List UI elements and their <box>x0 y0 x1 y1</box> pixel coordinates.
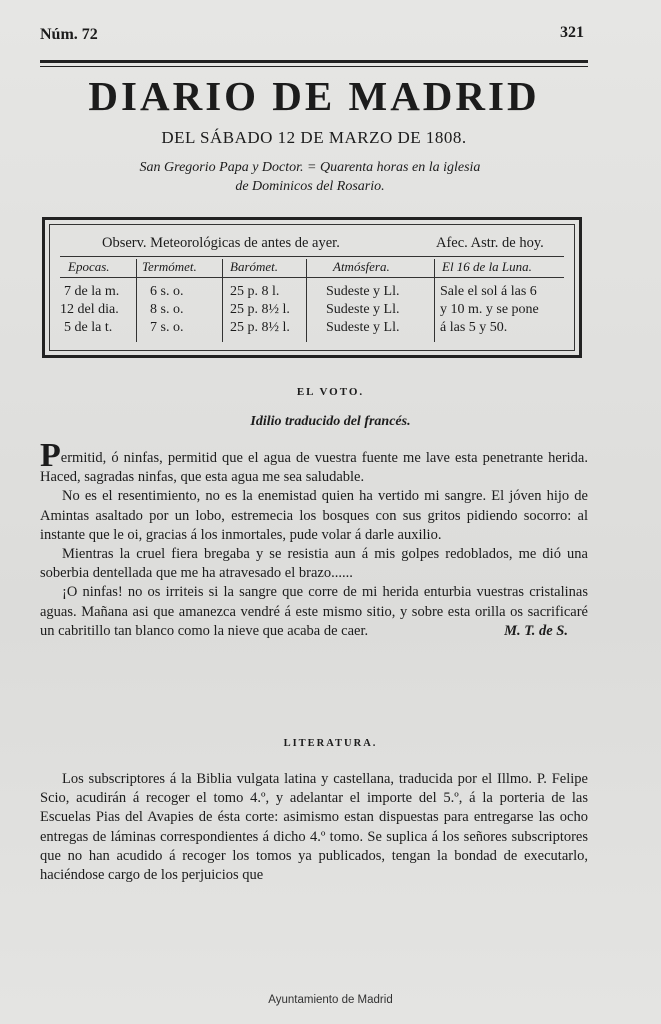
col-epocas: Epocas. <box>68 259 110 274</box>
weather-vline <box>136 259 137 342</box>
voto-article <box>40 437 588 641</box>
voto-paragraph-4 <box>40 583 588 641</box>
row1-epoca: 7 de la m. <box>64 284 120 299</box>
issue-number: Núm. 72 <box>40 26 98 43</box>
voto-subtitle: Idilio traducido del francés. <box>250 414 411 429</box>
voto-paragraph-3: Mientras la cruel fiera bregaba y se resistia aun á mis golpes redoblados, me dió una soberbia dentellada que me ha atravesado el brazo...... <box>40 546 588 582</box>
astro-line-3: á las 5 y 50. <box>440 320 508 335</box>
row1-termometro: 6 s. o. <box>150 284 184 299</box>
issue-date: DEL SÁBADO 12 DE MARZO DE 1808. <box>161 128 467 147</box>
weather-table-inner <box>49 224 575 351</box>
section-heading-voto: EL VOTO. <box>296 386 365 398</box>
newspaper-title: DIARIO DE MADRID <box>88 73 540 119</box>
voto-p1-text: ermitid, ó ninfas, permitid que el agua de vuestra fuente me lave esta penetrante herida. Haced, sagradas ninfas, que esta agua me sea saludable. <box>40 450 588 486</box>
masthead-rule-thin <box>40 66 588 67</box>
weather-vline <box>434 259 435 342</box>
voto-p4-text: ¡O ninfas! no os irriteis si la sangre que corre de mi herida enturbia vuestras cristalinas aguas. Mañana asi que amanezca vendré á este mismo sitio, y sobre esta orilla os sacrificaré un cabritillo tan blanco como la nieve que acaba de caer. <box>40 584 588 639</box>
row2-termometro: 8 s. o. <box>150 302 184 317</box>
row3-barometro: 25 p. 8½ l. <box>230 320 290 335</box>
row3-termometro: 7 s. o. <box>150 320 184 335</box>
row1-barometro: 25 p. 8 l. <box>230 284 280 299</box>
drop-cap: P <box>40 437 61 474</box>
voto-paragraph-1 <box>40 437 588 487</box>
col-barometro: Barómet. <box>230 259 279 274</box>
masthead-rule <box>40 60 588 63</box>
weather-heading: Observ. Meteorológicas de antes de ayer. <box>102 235 340 251</box>
row2-barometro: 25 p. 8½ l. <box>230 302 290 317</box>
weather-vline <box>306 259 307 342</box>
literatura-article <box>40 770 588 885</box>
weather-vline <box>222 259 223 342</box>
page-number: 321 <box>560 24 584 41</box>
astro-line-2: y 10 m. y se pone <box>440 302 539 317</box>
section-heading-literatura: LITERATURA. <box>283 738 378 749</box>
weather-table <box>42 217 582 358</box>
col-atmosfera: Atmósfera. <box>333 259 390 274</box>
footer-credit: Ayuntamiento de Madrid <box>268 994 393 1006</box>
row2-epoca: 12 del dia. <box>60 302 119 317</box>
col-termometro: Termómet. <box>142 259 197 274</box>
row3-epoca: 5 de la t. <box>64 320 113 335</box>
astro-heading: Afec. Astr. de hoy. <box>436 235 544 251</box>
row1-atmosfera: Sudeste y Ll. <box>326 284 400 299</box>
voto-signature: M. T. de S. <box>504 622 568 639</box>
weather-divider <box>60 256 564 257</box>
row3-atmosfera: Sudeste y Ll. <box>326 320 400 335</box>
voto-paragraph-2: No es el resentimiento, no es la enemistad quien ha vertido mi sangre. El jóven hijo de Amintas asaltado por un lobo, estremecia los bosques con sus gritos pidiendo socorro: al instante que le oi, gracias á los inmortales, pude volar á darle auxilio. <box>40 488 588 543</box>
saint-line-1: San Gregorio Papa y Doctor. = Quarenta horas en la iglesia <box>139 160 481 175</box>
literatura-paragraph-1: Los subscriptores á la Biblia vulgata latina y castellana, traducida por el Illmo. P. Felipe Scio, acudirán á recoger el tomo 4.º, y adelantar el importe del 5.º, á la porteria de las Escuelas Pias del Avapies de ésta corte: asimismo estan dispuestas para entregarse las ocho entregas de láminas correspondientes á dicho 4.º tomo. Se suplica á los señores subscriptores que no han acudido á recoger los tomos ya publicados, tengan la bondad de executarlo, haciéndose cargo de los perjuicios que <box>40 771 588 884</box>
saint-line-2: de Dominicos del Rosario. <box>235 179 385 194</box>
row2-atmosfera: Sudeste y Ll. <box>326 302 400 317</box>
saint-of-day <box>60 158 560 196</box>
col-luna: El 16 de la Luna. <box>442 259 532 274</box>
astro-line-1: Sale el sol á las 6 <box>440 284 537 299</box>
